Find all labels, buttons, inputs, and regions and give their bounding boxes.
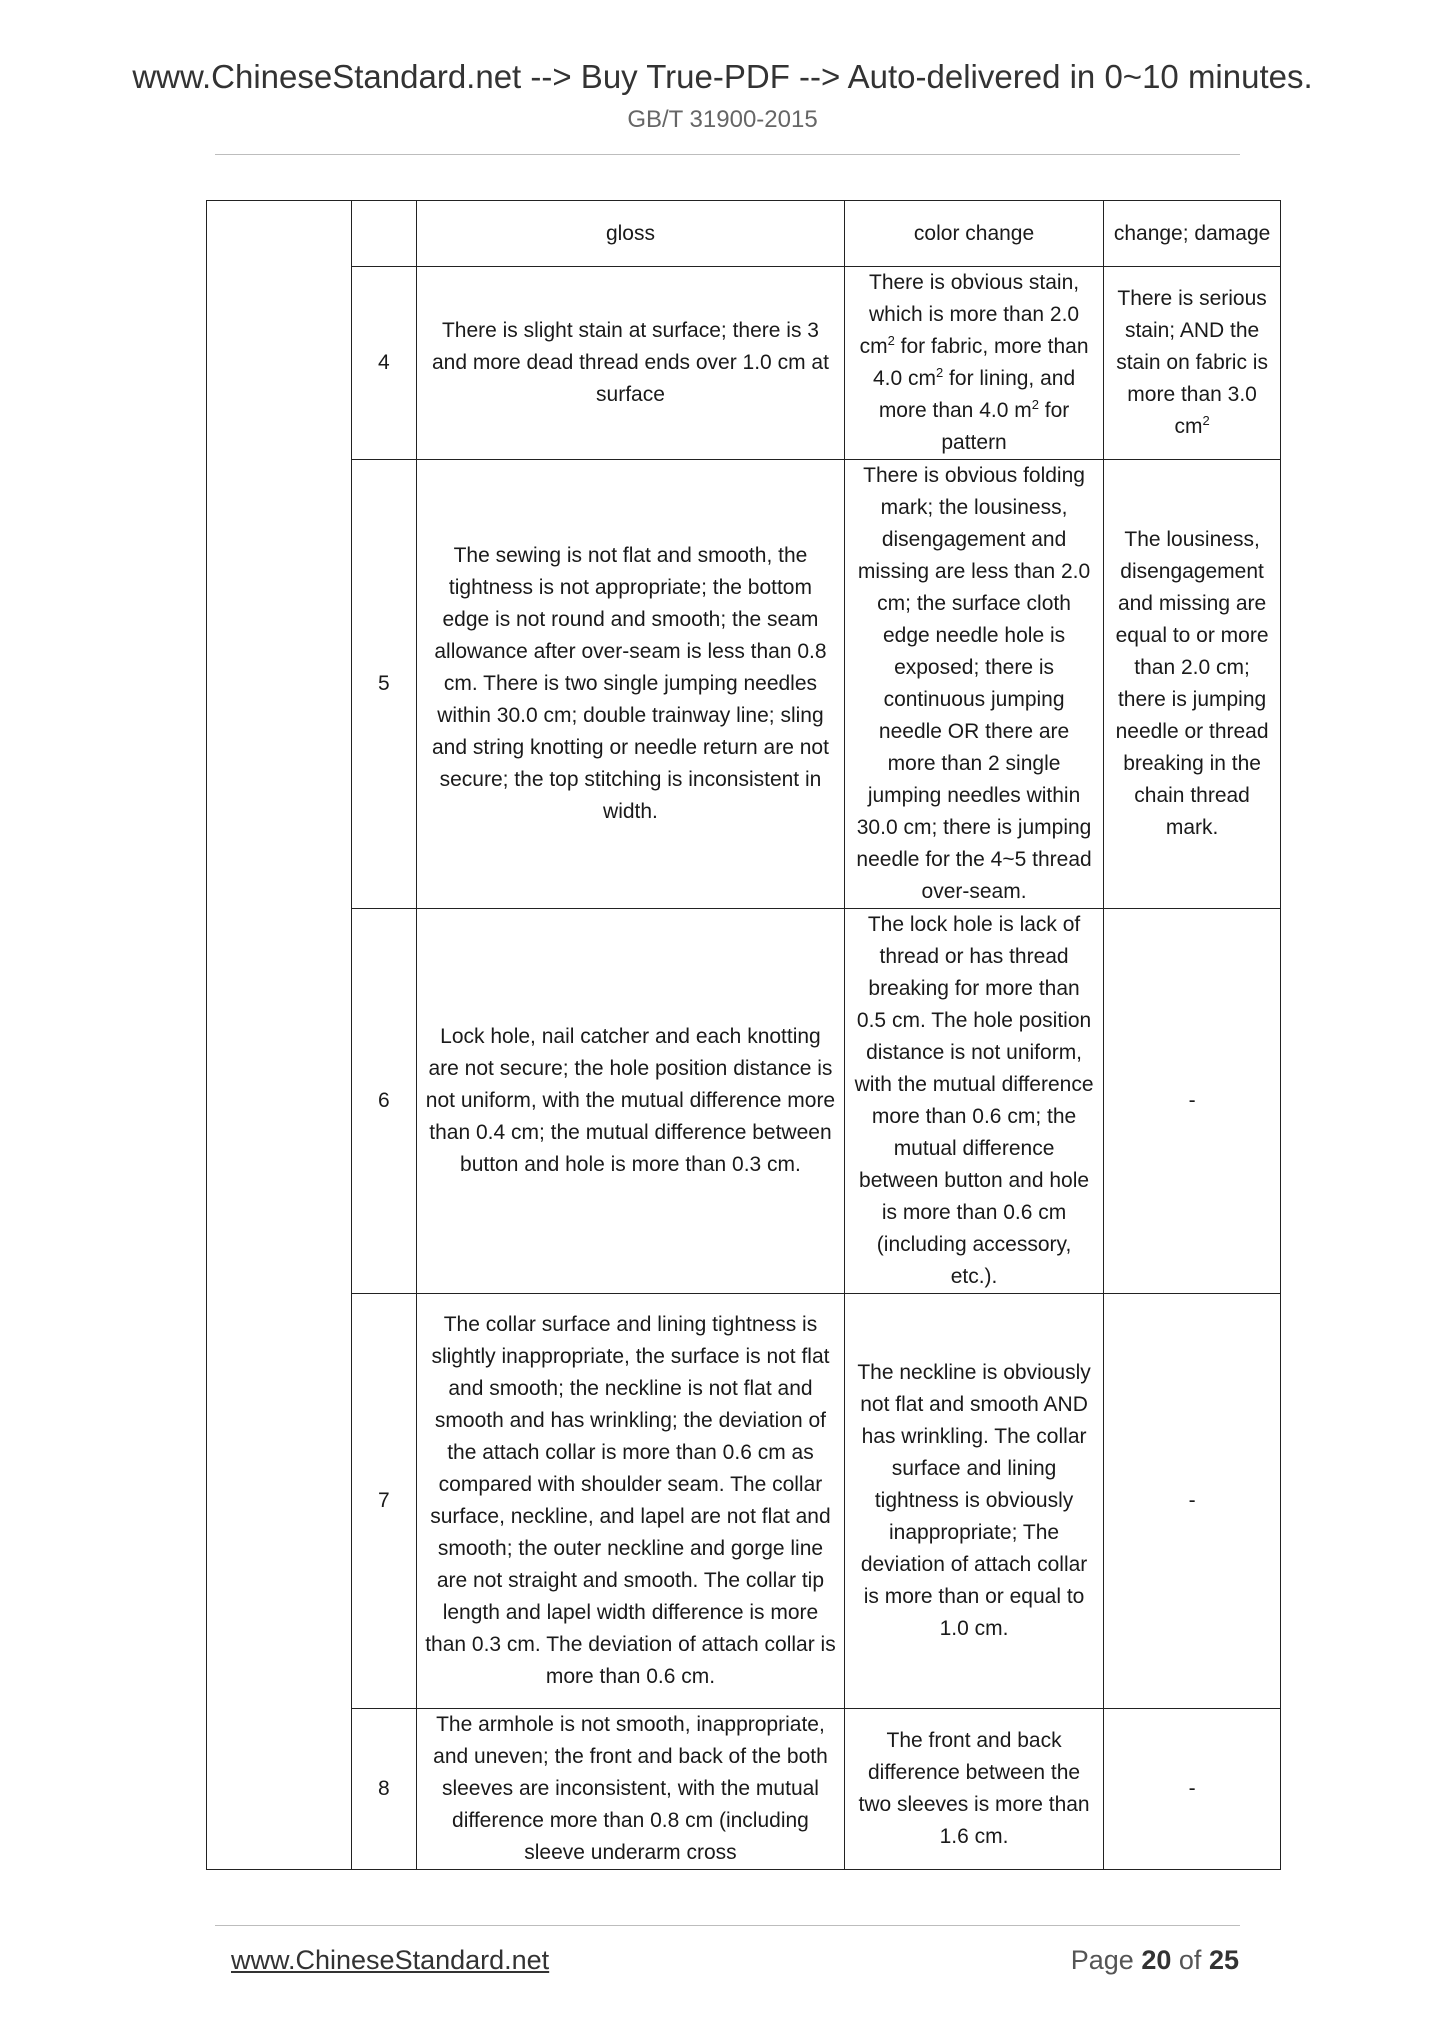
minor-defect-cell: The sewing is not flat and smooth, the tightness is not appropriate; the bottom edge is not round and smooth; the seam allowance after over-seam is less than 0.8 cm. There is two single jumping needles within 30.0 cm; double trainway line; sling and string knotting or needle return are not secure; the top stitching is inconsistent in width. xyxy=(416,460,844,909)
minor-defect-cell: There is slight stain at surface; there is 3 and more dead thread ends over 1.0 cm at surface xyxy=(416,267,844,460)
major-defect-cell: There is obvious stain, which is more than 2.0 $cm^2$ for fabric, more than 4.0 $cm^2$ for lining, and more than 4.0 $m^2$ for pattern xyxy=(844,267,1103,460)
header-banner: www.ChineseStandard.net --> Buy True-PDF --> Auto-delivered in 0~10 minutes. xyxy=(132,58,1313,95)
page-indicator: Page 20 of 25 xyxy=(1070,1945,1239,1975)
category-cell xyxy=(207,201,352,1870)
critical-defect-cell: There is serious stain; AND the stain on fabric is more than 3.0 $cm^2$ xyxy=(1104,267,1281,460)
minor-defect-cell: Lock hole, nail catcher and each knotting are not secure; the hole position distance is not uniform, with the mutual difference more than 0.4 cm; the mutual difference between button and hole is more than 0.3 cm. xyxy=(416,909,844,1294)
table-row xyxy=(207,909,1281,1294)
table-cell xyxy=(351,201,416,267)
footer-divider xyxy=(215,1925,1240,1926)
critical-defect-cell: - xyxy=(1104,1294,1281,1709)
critical-defect-cell: The lousiness, disengagement and missing are equal to or more than 2.0 cm; there is jumping needle or thread breaking in the chain thread mark. xyxy=(1104,460,1281,909)
critical-defect-cell: - xyxy=(1104,1709,1281,1870)
header-cell-damage: change; damage xyxy=(1104,201,1281,267)
minor-defect-cell: The collar surface and lining tightness is slightly inappropriate, the surface is not flat and smooth; the neckline is not flat and smooth and has wrinkling; the deviation of the attach collar is more than 0.6 cm as compared with shoulder seam. The collar surface, neckline, and lapel are not flat and smooth; the outer neckline and gorge line are not straight and smooth. The collar tip length and lapel width difference is more than 0.3 cm. The deviation of attach collar is more than 0.6 cm. xyxy=(416,1294,844,1709)
standard-number: GB/T 31900-2015 xyxy=(627,106,818,133)
row-number: 8 xyxy=(351,1709,416,1870)
table-row xyxy=(207,1294,1281,1709)
quality-defect-table xyxy=(206,200,1281,1870)
footer-site-link[interactable]: www.ChineseStandard.net xyxy=(231,1945,550,1975)
table-row xyxy=(207,267,1281,460)
major-defect-cell: There is obvious folding mark; the lousiness, disengagement and missing are less than 2.0 cm; the surface cloth edge needle hole is exposed; there is continuous jumping needle OR there are more than 2 single jumping needles within 30.0 cm; there is jumping needle for the 4~5 thread over-seam. xyxy=(844,460,1103,909)
critical-defect-cell: - xyxy=(1104,909,1281,1294)
row-number: 4 xyxy=(351,267,416,460)
row-number: 5 xyxy=(351,460,416,909)
row-number: 7 xyxy=(351,1294,416,1709)
header-divider xyxy=(215,154,1240,155)
table-header-row xyxy=(207,201,1281,267)
table-row xyxy=(207,1709,1281,1870)
minor-defect-cell: The armhole is not smooth, inappropriate, and uneven; the front and back of the both sleeves are inconsistent, with the mutual difference more than 0.8 cm (including sleeve underarm cross xyxy=(416,1709,844,1870)
header-cell-color-change: color change xyxy=(844,201,1103,267)
major-defect-cell: The front and back difference between the two sleeves is more than 1.6 cm. xyxy=(844,1709,1103,1870)
table-row xyxy=(207,460,1281,909)
row-number: 6 xyxy=(351,909,416,1294)
header-cell-gloss: gloss xyxy=(416,201,844,267)
major-defect-cell: The neckline is obviously not flat and smooth AND has wrinkling. The collar surface and lining tightness is obviously inappropriate; The deviation of attach collar is more than or equal to 1.0 cm. xyxy=(844,1294,1103,1709)
major-defect-cell: The lock hole is lack of thread or has thread breaking for more than 0.5 cm. The hole position distance is not uniform, with the mutual difference more than 0.6 cm; the mutual difference between button and hole is more than 0.6 cm (including accessory, etc.). xyxy=(844,909,1103,1294)
